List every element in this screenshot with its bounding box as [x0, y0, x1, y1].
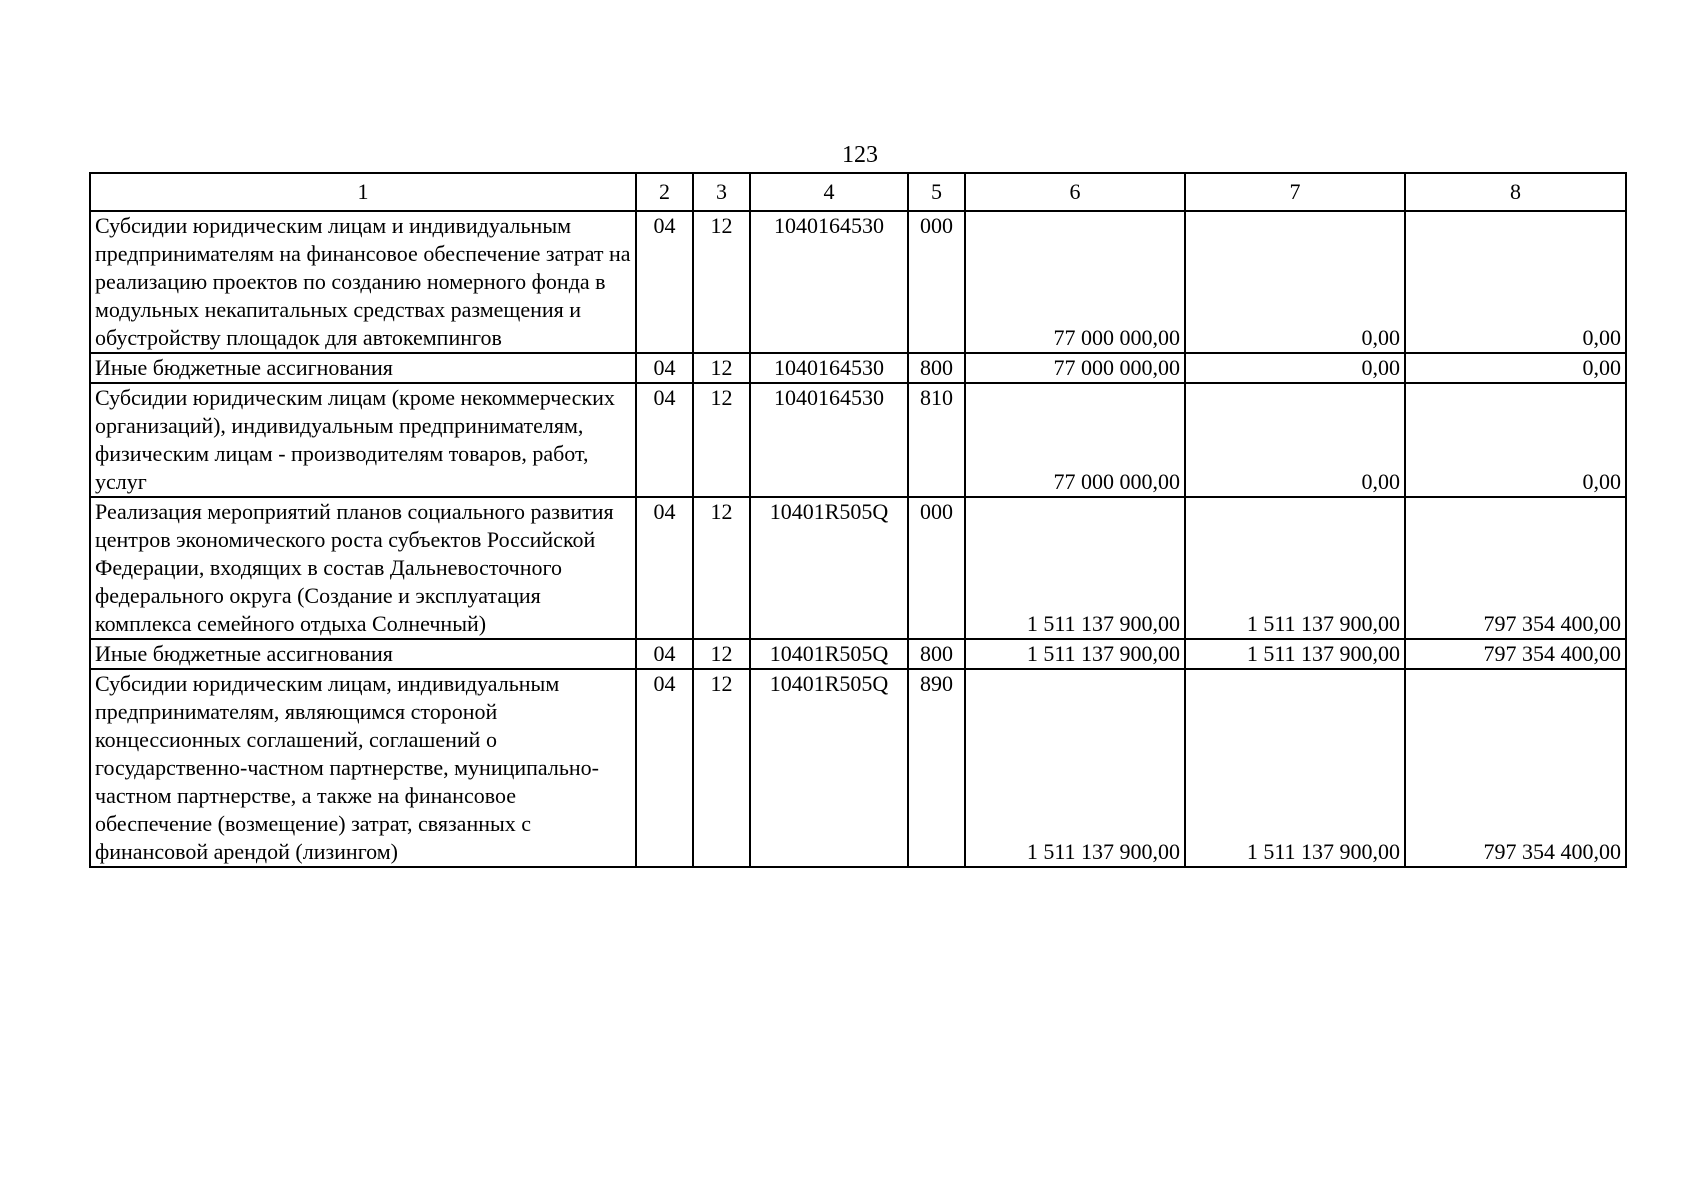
cell-section: 04 — [636, 669, 693, 867]
cell-expense-type: 800 — [908, 639, 965, 669]
cell-amount-7: 1 511 137 900,00 — [1185, 639, 1405, 669]
table-row — [90, 383, 1626, 497]
cell-section: 04 — [636, 353, 693, 383]
cell-section: 04 — [636, 639, 693, 669]
row-name: Реализация мероприятий планов социального развития центров экономического роста субъектов Российской Федерации, входящих в состав Дальневосточного федерального округа (Создание и эксплуатация комплекса семейного отдыха Солнечный) — [90, 497, 636, 639]
cell-subsection: 12 — [693, 639, 750, 669]
page-number: 123 — [842, 142, 878, 168]
cell-amount-7: 1 511 137 900,00 — [1185, 669, 1405, 867]
cell-subsection: 12 — [693, 669, 750, 867]
row-name: Субсидии юридическим лицам, индивидуальным предпринимателям, являющимся стороной концессионных соглашений, соглашений о государственно-частном партнерстве, муниципально-частном партнерстве, а также на финансовое обеспечение (возмещение) затрат, связанных с финансовой арендой (лизингом) — [90, 669, 636, 867]
cell-amount-6: 1 511 137 900,00 — [965, 669, 1185, 867]
cell-subsection: 12 — [693, 211, 750, 353]
table-header-row — [90, 173, 1626, 211]
cell-section: 04 — [636, 497, 693, 639]
column-header: 4 — [750, 173, 908, 211]
cell-subsection: 12 — [693, 353, 750, 383]
budget-table — [89, 172, 1627, 868]
cell-amount-8: 797 354 400,00 — [1405, 639, 1626, 669]
cell-amount-8: 0,00 — [1405, 211, 1626, 353]
cell-amount-6: 77 000 000,00 — [965, 353, 1185, 383]
cell-expense-type: 000 — [908, 497, 965, 639]
cell-amount-6: 1 511 137 900,00 — [965, 497, 1185, 639]
cell-expense-type: 890 — [908, 669, 965, 867]
cell-amount-8: 0,00 — [1405, 383, 1626, 497]
cell-amount-7: 0,00 — [1185, 383, 1405, 497]
cell-target-article: 10401R505Q — [750, 669, 908, 867]
cell-subsection: 12 — [693, 383, 750, 497]
column-header: 1 — [90, 173, 636, 211]
column-header: 5 — [908, 173, 965, 211]
table-row — [90, 497, 1626, 639]
cell-expense-type: 800 — [908, 353, 965, 383]
cell-section: 04 — [636, 211, 693, 353]
table-row — [90, 211, 1626, 353]
cell-target-article: 10401R505Q — [750, 639, 908, 669]
cell-subsection: 12 — [693, 497, 750, 639]
column-header: 7 — [1185, 173, 1405, 211]
cell-amount-6: 1 511 137 900,00 — [965, 639, 1185, 669]
cell-expense-type: 810 — [908, 383, 965, 497]
row-name: Субсидии юридическим лицам и индивидуальным предпринимателям на финансовое обеспечение затрат на реализацию проектов по созданию номерного фонда в модульных некапитальных средствах размещения и обустройству площадок для автокемпингов — [90, 211, 636, 353]
table-row — [90, 353, 1626, 383]
table-row — [90, 669, 1626, 867]
column-header: 6 — [965, 173, 1185, 211]
row-name: Иные бюджетные ассигнования — [90, 353, 636, 383]
cell-target-article: 10401R505Q — [750, 497, 908, 639]
cell-target-article: 1040164530 — [750, 383, 908, 497]
row-name: Иные бюджетные ассигнования — [90, 639, 636, 669]
column-header: 3 — [693, 173, 750, 211]
cell-section: 04 — [636, 383, 693, 497]
cell-amount-6: 77 000 000,00 — [965, 383, 1185, 497]
row-name: Субсидии юридическим лицам (кроме некоммерческих организаций), индивидуальным предпринимателям, физическим лицам - производителям товаров, работ, услуг — [90, 383, 636, 497]
column-header: 2 — [636, 173, 693, 211]
table-row — [90, 639, 1626, 669]
cell-amount-6: 77 000 000,00 — [965, 211, 1185, 353]
cell-expense-type: 000 — [908, 211, 965, 353]
cell-amount-7: 0,00 — [1185, 353, 1405, 383]
cell-amount-8: 797 354 400,00 — [1405, 497, 1626, 639]
cell-amount-8: 797 354 400,00 — [1405, 669, 1626, 867]
cell-amount-8: 0,00 — [1405, 353, 1626, 383]
column-header: 8 — [1405, 173, 1626, 211]
cell-amount-7: 0,00 — [1185, 211, 1405, 353]
cell-target-article: 1040164530 — [750, 353, 908, 383]
cell-amount-7: 1 511 137 900,00 — [1185, 497, 1405, 639]
cell-target-article: 1040164530 — [750, 211, 908, 353]
